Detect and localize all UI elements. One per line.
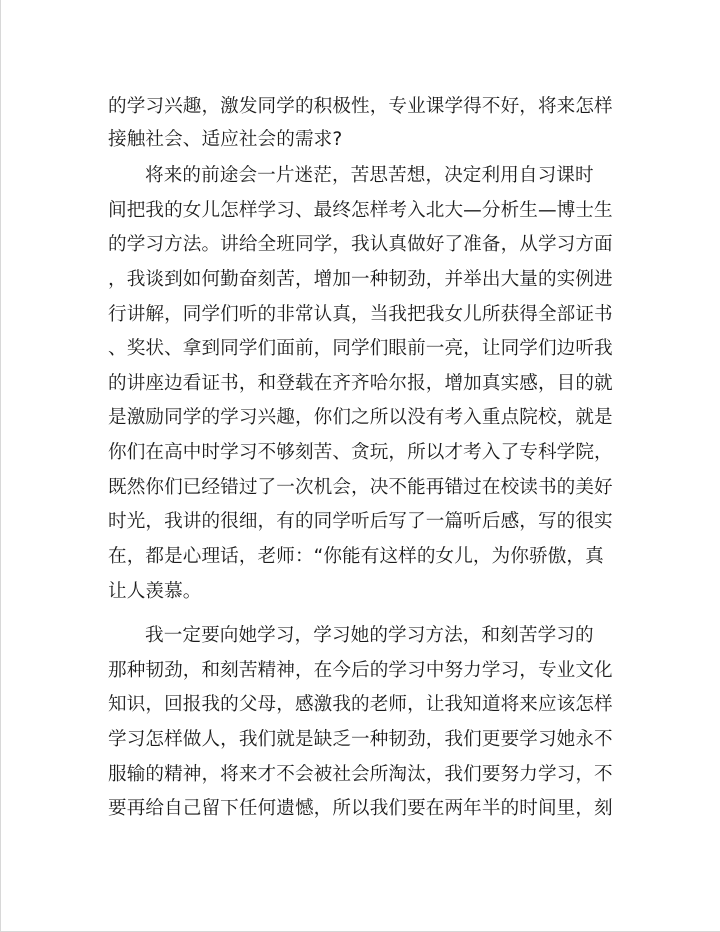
paragraph-3-line-5: 服输的精神，将来才不会被社会所淘汰，我们要努力学习，不 — [108, 764, 613, 785]
paragraph-2-line-6: 、奖状、拿到同学们面前，同学们眼前一亮，让同学们边听我 — [108, 338, 613, 359]
paragraph-3-line-1: 我一定要向她学习，学习她的学习方法，和刻苦学习的 — [145, 625, 594, 646]
paragraph-2-line-1: 将来的前途会一片迷茫，苦思苦想，决定利用自习课时 — [145, 165, 594, 186]
paragraph-2-line-4: ，我谈到如何勤奋刻苦，增加一种韧劲，并举出大量的实例进 — [108, 269, 613, 290]
paragraph-2-line-10: 既然你们已经错过了一次机会，决不能再错过在校读书的美好 — [108, 477, 613, 498]
paragraph-3-line-6: 要再给自己留下任何遗憾，所以我们要在两年半的时间里，刻 — [108, 798, 613, 819]
paragraph-3-line-2: 那种韧劲，和刻苦精神，在今后的学习中努力学习，专业文化 — [108, 660, 613, 681]
paragraph-2-line-12: 在，都是心理话，老师：“你能有这样的女儿，为你骄傲，真 — [108, 546, 604, 567]
paragraph-2-line-2: 间把我的女儿怎样学习、最终怎样考入北大—分析生—博士生 — [108, 200, 613, 221]
paragraph-2-line-8: 是激励同学的学习兴趣，你们之所以没有考入重点院校，就是 — [108, 407, 613, 428]
paragraph-2-line-13: 让人羡慕。 — [108, 581, 202, 602]
paragraph-3-line-3: 知识，回报我的父母，感激我的老师，让我知道将来应该怎样 — [108, 694, 613, 715]
paragraph-2-line-9: 你们在高中时学习不够刻苦、贪玩，所以才考入了专科学院， — [108, 442, 613, 463]
paragraph-3-line-4: 学习怎样做人，我们就是缺乏一种韧劲，我们更要学习她永不 — [108, 729, 613, 750]
paragraph-1-line-1: 的学习兴趣，激发同学的积极性，专业课学得不好，将来怎样 — [108, 96, 613, 117]
paragraph-2-line-7: 的讲座边看证书，和登载在齐齐哈尔报，增加真实感，目的就 — [108, 373, 613, 394]
paragraph-2-line-11: 时光，我讲的很细，有的同学听后写了一篇听后感，写的很实 — [108, 511, 613, 532]
paragraph-2-line-5: 行讲解，同学们听的非常认真，当我把我女儿所获得全部证书 — [108, 304, 613, 325]
paragraph-2-line-3: 的学习方法。讲给全班同学，我认真做好了准备，从学习方面 — [108, 234, 613, 255]
paragraph-1-line-2: 接触社会、适应社会的需求? — [108, 129, 343, 150]
